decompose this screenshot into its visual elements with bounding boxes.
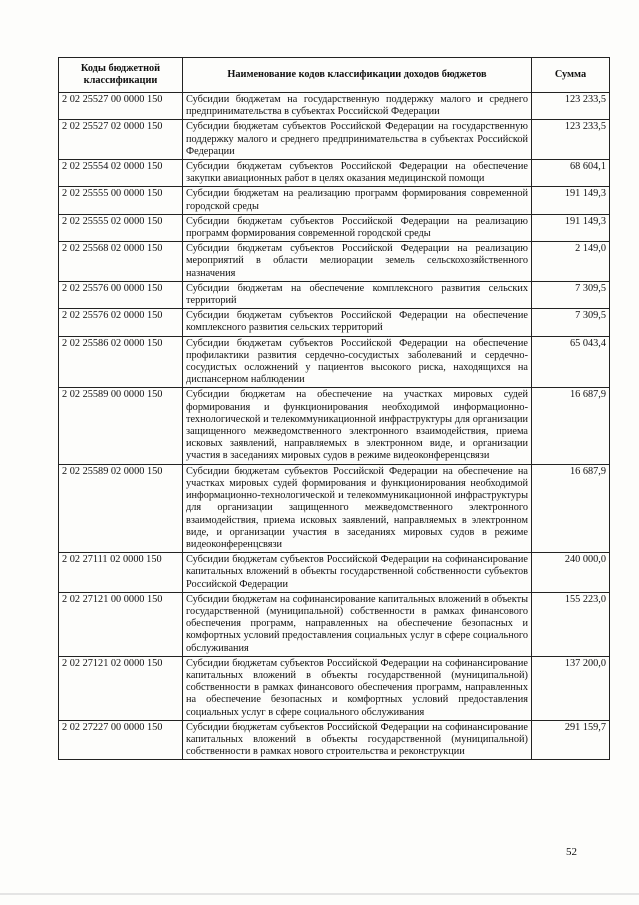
revenue-name: Субсидии бюджетам на софинансирование капитальных вложений в объекты государственной (муниципальной) собственности в рамках финансового обеспечения программ, направленных на обеспечение безопасных и комфортных условий предоставления социальных услуг в сфере социального обслуживания xyxy=(183,592,532,656)
amount: 16 687,9 xyxy=(532,464,610,552)
classification-code: 2 02 27121 00 0000 150 xyxy=(59,592,183,656)
table-row xyxy=(59,592,610,656)
table-row xyxy=(59,388,610,464)
amount: 191 149,3 xyxy=(532,187,610,214)
table-row xyxy=(59,336,610,388)
revenue-name: Субсидии бюджетам субъектов Российской Федерации на реализацию мероприятий в области мелиорации земель сельскохозяйственного назначения xyxy=(183,242,532,282)
revenue-name: Субсидии бюджетам субъектов Российской Федерации на софинансирование капитальных вложений в объекты государственной (муниципальной) собственности в рамках финансового обеспечения программ, направленных на обеспечение безопасных и комфортных условий предоставления социальных услуг в сфере социального обслуживания xyxy=(183,656,532,720)
amount: 291 159,7 xyxy=(532,720,610,760)
classification-code: 2 02 25555 00 0000 150 xyxy=(59,187,183,214)
amount: 16 687,9 xyxy=(532,388,610,464)
table-row xyxy=(59,309,610,336)
amount: 7 309,5 xyxy=(532,309,610,336)
classification-code: 2 02 25589 02 0000 150 xyxy=(59,464,183,552)
amount: 123 233,5 xyxy=(532,93,610,120)
classification-code: 2 02 25586 02 0000 150 xyxy=(59,336,183,388)
revenue-name: Субсидии бюджетам субъектов Российской Федерации на государственную поддержку малого и среднего предпринимательства в субъектах Российской Федерации xyxy=(183,120,532,160)
table-row xyxy=(59,656,610,720)
classification-code: 2 02 25527 00 0000 150 xyxy=(59,93,183,120)
table-row xyxy=(59,187,610,214)
amount: 65 043,4 xyxy=(532,336,610,388)
revenue-name: Субсидии бюджетам субъектов Российской Федерации на софинансирование капитальных вложений в объекты государственной (муниципальной) собственности в рамках нового строительства и реконструкции xyxy=(183,720,532,760)
amount: 155 223,0 xyxy=(532,592,610,656)
classification-code: 2 02 25576 02 0000 150 xyxy=(59,309,183,336)
budget-revenue-table xyxy=(58,57,610,760)
revenue-name: Субсидии бюджетам на обеспечение комплексного развития сельских территорий xyxy=(183,281,532,308)
amount: 2 149,0 xyxy=(532,242,610,282)
header-name-column: Наименование кодов классификации доходов бюджетов xyxy=(183,58,532,93)
table-row xyxy=(59,242,610,282)
revenue-name: Субсидии бюджетам на обеспечение на участках мировых судей формирования и функционирования необходимой информационно-технологической и телекоммуникационной инфраструктуры для организации защищенного межведомственного электронного взаимодействия, приема исковых заявлений, направляемых в электронном виде, и организации участия в заседаниях мировых судов в режиме видеоконференцсвязи xyxy=(183,388,532,464)
amount: 191 149,3 xyxy=(532,214,610,241)
classification-code: 2 02 25555 02 0000 150 xyxy=(59,214,183,241)
scan-edge-divider xyxy=(0,893,639,895)
table-header-row xyxy=(59,58,610,93)
revenue-name: Субсидии бюджетам субъектов Российской Федерации на обеспечение на участках мировых судей формирования и функционирования необходимой информационно-технологической и телекоммуникационной инфраструктуры для организации защищенного межведомственного электронного взаимодействия, приема исковых заявлений, направляемых в электронном виде, и организации участия в заседаниях мировых судов в режиме видеоконференцсвязи xyxy=(183,464,532,552)
table-row xyxy=(59,214,610,241)
table-row xyxy=(59,281,610,308)
classification-code: 2 02 25576 00 0000 150 xyxy=(59,281,183,308)
table-row xyxy=(59,93,610,120)
revenue-name: Субсидии бюджетам на реализацию программ формирования современной городской среды xyxy=(183,187,532,214)
amount: 7 309,5 xyxy=(532,281,610,308)
header-code-column: Коды бюджетной классификации xyxy=(59,58,183,93)
revenue-name: Субсидии бюджетам субъектов Российской Федерации на обеспечение профилактики развития сердечно-сосудистых заболеваний и сердечно-сосудистых осложнений у пациентов высокого риска, находящихся на диспансерном наблюдении xyxy=(183,336,532,388)
table-row xyxy=(59,120,610,160)
classification-code: 2 02 25527 02 0000 150 xyxy=(59,120,183,160)
header-sum-column: Сумма xyxy=(532,58,610,93)
classification-code: 2 02 27111 02 0000 150 xyxy=(59,553,183,593)
classification-code: 2 02 25589 00 0000 150 xyxy=(59,388,183,464)
amount: 68 604,1 xyxy=(532,160,610,187)
classification-code: 2 02 27121 02 0000 150 xyxy=(59,656,183,720)
classification-code: 2 02 27227 00 0000 150 xyxy=(59,720,183,760)
page-number: 52 xyxy=(566,846,577,858)
amount: 137 200,0 xyxy=(532,656,610,720)
table-row xyxy=(59,553,610,593)
amount: 123 233,5 xyxy=(532,120,610,160)
revenue-name: Субсидии бюджетам субъектов Российской Федерации на реализацию программ формирования современной городской среды xyxy=(183,214,532,241)
classification-code: 2 02 25568 02 0000 150 xyxy=(59,242,183,282)
table-row xyxy=(59,720,610,760)
revenue-name: Субсидии бюджетам субъектов Российской Федерации на софинансирование капитальных вложений в объекты государственной собственности субъектов Российской Федерации xyxy=(183,553,532,593)
amount: 240 000,0 xyxy=(532,553,610,593)
revenue-name: Субсидии бюджетам субъектов Российской Федерации на обеспечение закупки авиационных работ в целях оказания медицинской помощи xyxy=(183,160,532,187)
revenue-name: Субсидии бюджетам на государственную поддержку малого и среднего предпринимательства в субъектах Российской Федерации xyxy=(183,93,532,120)
table-row xyxy=(59,464,610,552)
revenue-name: Субсидии бюджетам субъектов Российской Федерации на обеспечение комплексного развития сельских территорий xyxy=(183,309,532,336)
table-row xyxy=(59,160,610,187)
classification-code: 2 02 25554 02 0000 150 xyxy=(59,160,183,187)
